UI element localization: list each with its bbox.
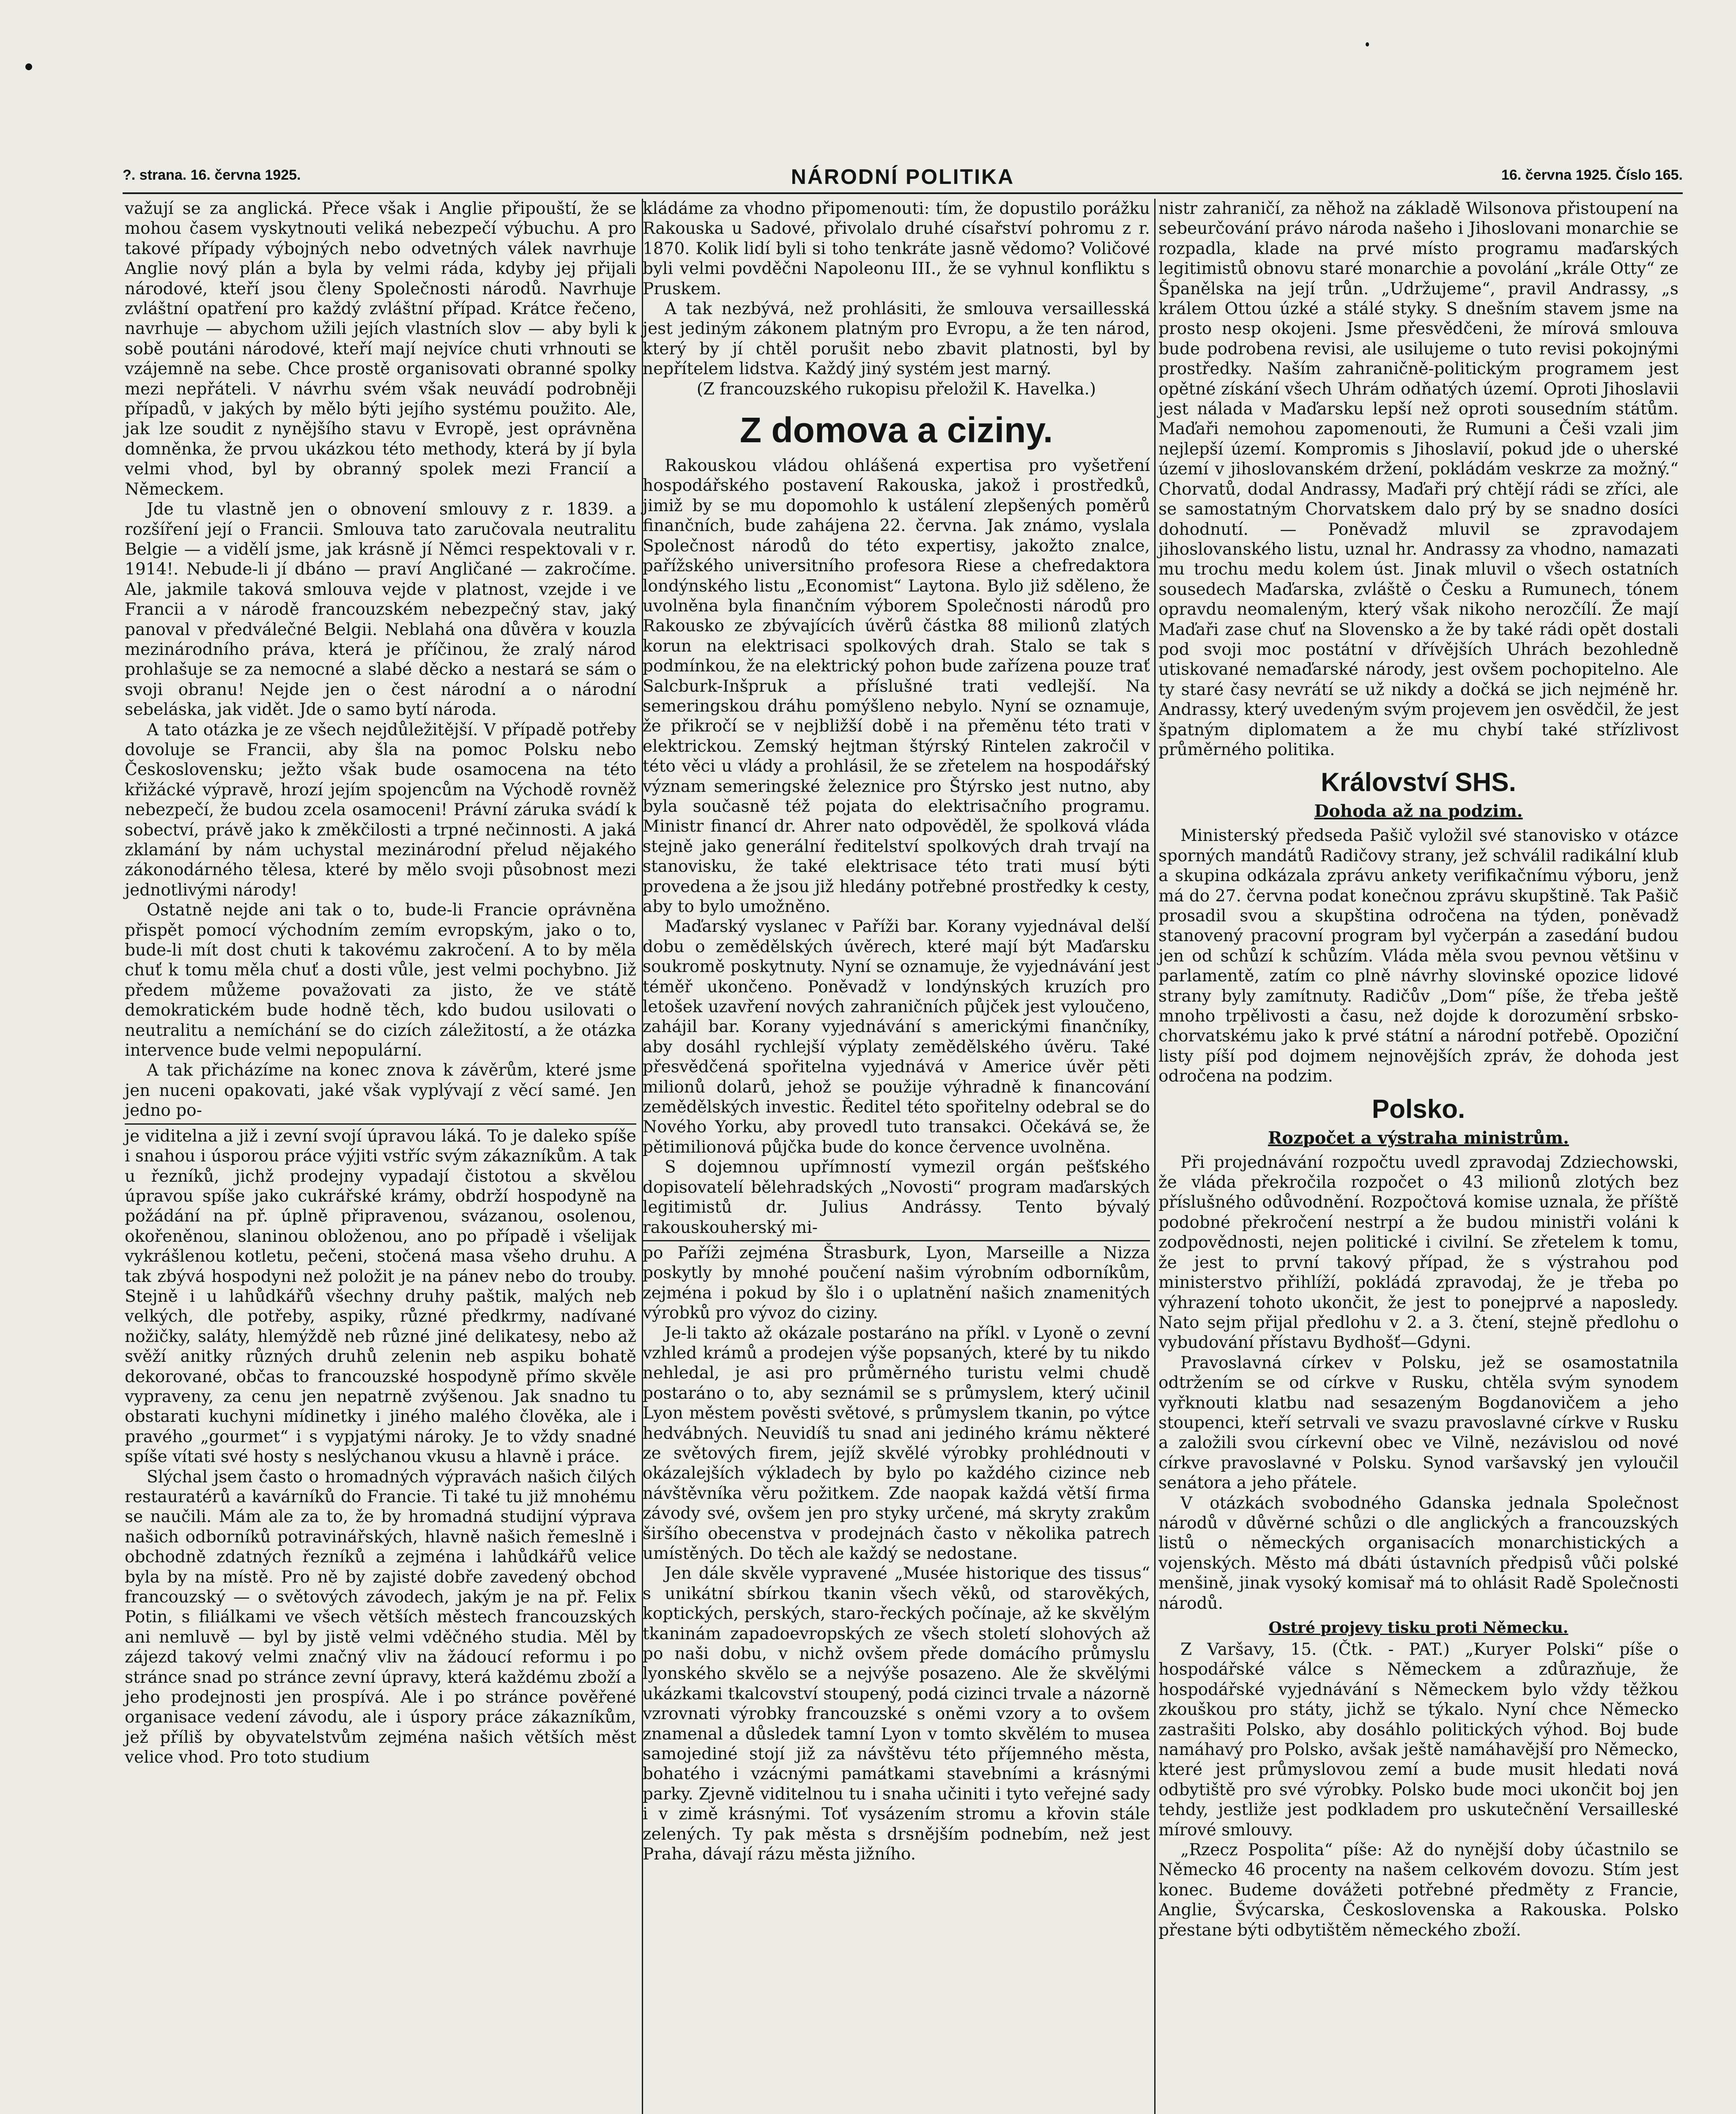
news-item: Pravoslavná církev v Polsku, jež se osamostatnila odtržením se od církve v Rusku, chtěla svým synodem vyřknouti klatbu nad sesazeným Bogdanovičem a jeho stoupenci, kteří setrvali ve svazu pravoslavné církve v Rusku a založili svou církevní obec ve Vilně, nezávislou od nové církve pravoslavné v Polsku. Synod varšavský jen vyloučil senátora a jeho přátele. <box>1158 1353 1678 1493</box>
subheading-rozpocet: Rozpočet a výstraha ministrům. <box>1268 1128 1569 1148</box>
article-paragraph: kládáme za vhodno připomenouti: tím, že dopustilo porážku Rakouska u Sadové, přivolalo druhé císařství pohromu z r. 1870. Kolik lidí byli si toho tenkráte jasně vědomo? Voličové byli velmi povděčni Napoleonu III., že se vyhnul konfliktu s Pruskem. <box>643 199 1150 298</box>
section-heading-polsko: Polsko. <box>1372 1094 1465 1124</box>
column-divider <box>1154 199 1156 2114</box>
article-paragraph: Jde tu vlastně jen o obnovení smlouvy z r. 1839. a rozšíření její o Francii. Smlouva tato zaručovala neutralitu Belgie — a vidělí jsme, jak krásně jí Němci respektovali v r. 1914!. Nebude-li jí dbáno — praví Angličané — zakročíme. Ale, jakmile taková smlouva vejde v platnost, vzejde i ve Francii a v národě francouzském nebezpečný stav, jaký panoval v předválečné Belgii. Neblahá ona důvěra v kouzla mezinárodního práva, která je příčinou, že zralý národ prohlašuje se za nemocné a slabé děcko a nestará se sám o svoji obranu! Nejde jen o čest národní a o národní sebeláska, jak vidět. Jde o samo bytí národa. <box>125 500 636 720</box>
translation-credit: (Z francouzského rukopisu přeložil K. Havelka.) <box>696 379 1096 399</box>
subheading-dohoda: Dohoda až na podzim. <box>1314 801 1523 822</box>
column-1 <box>125 199 636 1768</box>
news-item: Ministerský předseda Pašič vyložil své stanovisko v otázce sporných mandátů Radičovy strany, jež schválil radikální klub a skupina odkázala zprávu ankety verifikačnímu výboru, jenž má do 27. června podat konečnou zprávu skupštině. Tak Pašič prosadil svou a skupština odročena na týden, poněvadž stanovený pracovní program byl vyčerpán a zasedání budou jen od schůzí k schůzím. Vláda měla svou pevnou většinu v parlamentě, zatím co plně návrhy slovinské opozice lidové strany byly zamítnuty. Radičův „Dom“ píše, že třeba ještě mnoho trpělivosti a času, než dojde k dorozumění srbsko-chorvatskému jako k prvé státní a národní potřebě. Opoziční listy píší pod dojmem nejnovějších zpráv, že dohoda jest odročena na podzim. <box>1158 826 1678 1086</box>
section-heading-shs: Království SHS. <box>1321 768 1516 797</box>
ink-spot <box>25 63 32 70</box>
article-paragraph: Ostatně nejde ani tak o to, bude-li Francie oprávněna přispět pomocí východním zemím evropským, jako o to, bude-li mít dost chuti k takovému zakročení. A to by měla chuť k tomu měla chuť a dosti vůle, jest velmi pochybno. Již předem můžeme považovati za jisto, že ve státě demokratickém bude hodně těch, kdo budou usilovati o neutralitu a nemíchání se do cizích záležitostí, a že otázka intervence bude velmi nepopulární. <box>125 901 636 1060</box>
article-paragraph: A tato otázka je ze všech nejdůležitější. V případě potřeby dovoluje se Francii, aby šla na pomoc Polsku nebo Československu; ježto však bude osamocena na této křižácké výpravě, hrozí jejím spojencům na Východě rovněž nebezpečí, že budou zcela osamoceni! Právní záruka svádí k sobectví, právě jako k změkčilosti a trpné nečinnosti. A jaká zklamání by nám uchystal mezinárodní přelud nějakého zákonodárného tělesa, které by mělo svoji působnost mezi jednotlivými národy! <box>125 720 636 900</box>
news-item: S dojemnou upřímností vymezil orgán pešťského dopisovatelí bělehradských „Novosti“ program maďarských legitimistů dr. Julius Andrássy. Tento bývalý rakouskouherský mi- <box>643 1158 1150 1237</box>
page-header <box>123 167 1683 192</box>
page-number-date: ?. strana. 16. června 1925. <box>123 167 301 183</box>
section-rule <box>125 1123 636 1125</box>
subheading-ostre-projevy: Ostré projevy tisku proti Německu. <box>1268 1619 1569 1637</box>
ink-spot <box>1366 42 1369 47</box>
section-heading-domova: Z domova a ciziny. <box>739 410 1053 450</box>
news-item: Rakouskou vládou ohlášená expertisa pro vyšetření hospodářského postavení Rakouska, jakož i prostředků, jimiž by se mu dopomohlo k ustálení zlepšených poměrů finančních, bude zahájena 22. června. Jak známo, vyslala Společnost národů do této expertisy, jakožto znalce, pařížského universitního profesora Riese a chefredaktora londýnského listu „Economist“ Laytona. Bylo již sděleno, že uvolněna byla finančním výborem Společnosti národů pro Rakousko ze zbývajících úvěrů částka 88 milionů zlatých korun na elektrisaci spolkových drah. Stalo se tak s podmínkou, že na elektrický pohon bude zařízena pouze trať Salcburk-Inšpruk a příslušné trati vedlejší. Na semeringskou dráhu pomýšleno nebylo. Nyní se oznamuje, že přikročí se v nejbližší době i na přeměnu této trati v elektrickou. Zemský hejtman štýrský Rintelen zakročil v této věci u vlády a prohlásil, že se zřetelem na hospodářský význam semeringské železnice pro Štýrsko jest nutno, aby byla současně též pojata do elektrisačního programu. Ministr financí dr. Ahrer nato odpověděl, že spolková vláda stejně jako generální ředitelství spolkových drah trvají na stanovisku, že také elektrisace této trati musí býti provedena a že jsou již hledány potřebné prostředky k cesty, aby to bylo umožněno. <box>643 456 1150 916</box>
section-rule <box>643 1240 1150 1241</box>
article-paragraph: važují se za anglická. Přece však i Anglie připouští, že se mohou časem vyskytnouti veliká nebezpečí výbuchu. A pro takové případy výbojných nebo odvetných válek navrhuje Anglie nový plán a byla by velmi ráda, kdyby jej přijali národové, kteří jsou členy Společnosti národů. Navrhuje zvláštní opatření pro každý zvláštní případ. Krátce řečeno, navrhuje — abychom užili jejích vlastních slov — aby byli k sobě poutáni národové, kteří mají nejvíce chuti vrhnouti se vzájemně na sebe. Chce prostě organisovati obranné spolky mezi nepřáteli. V návrhu svém však neuvádí podrobněji případů, v jakých by mělo býti jejího systému použito. Ale, jak lze soudit z nynějšího stavu v Evropě, jest oprávněna domněnka, že prvou ukázkou této methody, která by jí byla velmi vhod, byl by obranný spolek mezi Francií a Německem. <box>125 199 636 499</box>
article-paragraph: A tak nezbývá, než prohlásiti, že smlouva versaillesská jest jediným zákonem platným pro Evropu, a že ten národ, který by jí chtěl porušit nebo zbavit platnosti, byl by nepřítelem lidstva. Každý jiný systém jest marný. <box>643 299 1150 379</box>
header-rule <box>123 192 1683 194</box>
article-paragraph: Je-li takto až okázale postaráno na příkl. v Lyoně o zevní vzhled krámů a prodejen výše popsaných, které by tu nikdo nehledal, je asi pro průměrného turistu velmi chudě postaráno o to, aby seznámil se s průmyslem, který učinil Lyon městem pověsti světové, s průmyslem tkanin, po výtce hedvábných. Neuvidíš tu snad ani jediného krámu některé ze světových firem, jejíž skvělé výrobky prohlédnouti v okázalejších výkladech by bylo po každého cizince neb návštěvníka věru požitkem. Zde naopak každá větší firma závody své, ovšem jen pro styky určené, má skryty zrakům širšího obecenstva v prodejnách často v několika patrech umístěných. Do těch ale každý se nedostane. <box>643 1323 1150 1563</box>
news-item: nistr zahraničí, za něhož na základě Wilsonova přistoupení na sebeurčování právo národa našeho i Jihoslovani monarchie se rozpadla, klade na prvé místo programu maďarských legitimistů obnovu staré monarchie a povolání „krále Otty“ ze Španělska na její trůn. „Udržujeme“, pravil Andrassy, „s králem Ottou úzké a stálé styky. S dnešním stavem jsme na prosto nesp okojeni. Jsme přesvědčeni, že mírová smlouva bude podrobena revisi, ale usilujeme o tuto revisi pokojnými prostředky. Naším zahraničně-politickým programem jest opětné získání všech Uhrám odňatých území. Oproti Jihoslavii jest nálada v Maďarsku lepší než oproti sousedním státům. Maďaři nemohou zapomenouti, že Rumuni a Češi vzali jim nejlepší území. Kompromis s Jihoslavií, pokud jde o uherské území v jihoslovanském držení, pokládám veskrze za možný.“ Chorvatů, dodal Andrassy, Maďaři prý chtějí rádi se zříci, ale se samostatným Chorvatskem dalo prý by se snadno dosíci dohodnutí. — Poněvadž mluvil se zpravodajem jihoslovanského listu, uznal hr. Andrassy za vhodno, namazati mu trochu medu kolem úst. Jinak mluvil o všech ostatních sousedech Maďarska, zvláště o Česku a Rumunech, tónem opravdu neomaleným, který však nikoho nerozčílí. Že mají Maďaři zase chuť na Slovensko a že by také rádi opět dostali pod svoji moc postátní v dřívějších Uhrách bezohledně utiskované nemaďarské národy, jest ovšem pochopitelno. Ale ty staré časy nevrátí se už nikdy a dočká se jich nejméně hr. Andrassy, který uvedeným svým projevem jen osvědčil, že jest špatným diplomatem a že mu chybí také střízlivost průměrného politika. <box>1158 199 1678 759</box>
column-2 <box>643 199 1150 1865</box>
news-item: Maďarský vyslanec v Paříži bar. Korany vyjednával delší dobu o zemědělských úvěrech, které mají být Maďarsku soukromě poskytnuty. Nyní se oznamuje, že vyjednávání jest téměř ukončeno. Poněvadž v londýnských kruzích pro letošek uzavření nových zahraničních půjček jest vyloučeno, zahájil bar. Korany vyjednávání s americkými finančníky, aby dosáhl rychlejší výplaty zemědělského úvěru. Také přesvědčená spořitelna vyjednává v Americe úvěr pěti milionů dolarů, jehož se použije výhradně k financování zemědělských investic. Ředitel této spořitelny odebral se do Nového Yorku, aby provedl tuto transakci. Očekává se, že pětimilionová půjčka bude do konce července uvolněna. <box>643 917 1150 1157</box>
article-paragraph: je viditelna a již i zevní svojí úpravou láká. To je daleko spíše i snahou i úsporou práce výjiti vstříc svým zákazníkům. A tak u řezníků, jichž prodejny vypadají čistotou a skvělou úpravou spíše jako cukrářské krámy, obdrží hospodyně na požádání na př. úplně připravenou, svázanou, osolenou, okořeněnou, slaninou obloženou, ano po případě i všelijak vykrášlenou kotletu, pečeni, stočená masa všeho druhu. A tak zbývá hospodyni než položit je na pánev nebo do trouby. Stejně i u lahůdkářů všechny druhy paštik, malých neb velkých, dle potřeby, aspiky, různé předkrmy, nadívané nožičky, saláty, hlemýždě neb různé jiné delikatesy, nebo až svěží anitky různých druhů zelenin neb aspiku bohatě dekorované, občas to francouzské hospodyně přímo skvěle vypraveny, za cenu jen nepatrně zvýšenou. Jak snadno tu obstarati kuchyni mídinetky i jiného malého člověka, ale i pravého „gourmet“ i s vypjatými nároky. Je to vždy snadné spíše vítati své hosty s neslýchanou vkusu a hlavně i práce. <box>125 1126 636 1467</box>
news-item: V otázkách svobodného Gdanska jednala Společnost národů v důvěrné schůzi o dle anglických a francouzských listů o německých organisacích monarchistických a vojenských. Město má dbáti ústavních předpisů vůči polské menšině, jinak vysoký komisař má to ohlásit Radě Společnosti národů. <box>1158 1493 1678 1613</box>
column-3 <box>1158 199 1678 1940</box>
article-paragraph: Jen dále skvěle vypravené „Musée historique des tissus“ s unikátní sbírkou tkanin všech věků, od starověkých, koptických, perských, staro-řeckých počínaje, až ke skvělým tkaninám zapadoevropských ze všech století slohových až po naši dobu, v nichž ovšem přede domácího průmyslu lyonského skvělo se a nejvýše posazeno. Ale že skvělými ukázkami tkalcovství stoupený, podá cizinci trvale a názorně vzrovnati výrobky francouzské s oněmi vzory a to ovšem znamenal a důsledek tamní Lyon v tomto skvělém to musea samojediné stojí již za návštěvu této příjemného města, bohatého i vzácnými památkami stavebními a krásnými parky. Zjevně viditelnou tu i snaha učiniti i tyto veřejné sady i v zimě krásnými. Toť vysázením stromu a křovin stále zelených. Ty pak města s drsnějším podnebím, než jest Praha, dávají rázu města jižního. <box>643 1564 1150 1864</box>
article-paragraph: Slýchal jsem často o hromadných výpravách našich čilých restauratérů a kavárníků do Francie. Ti také tu již mnohému se naučili. Mám ale za to, že by hromadná studijní výprava našich odborníků potravinářských, hlavně našich řemeslně i obchodně zdatných řezníků a zejména i lahůdkářů velice byla by na místě. Pro ně by zajisté dobře zavedený obchod francouzský — o světových závodech, jakým je na př. Felix Potin, s filiálkami ve všech větších městech francouzských ani nemluvě — byl by jistě velmi vděčného studia. Měl by zájezd takový velmi značný vliv na žádoucí reformu i po stránce snad po stránce zevní úpravy, která každému zboží a jeho prodejnosti jen prospívá. Ale i po stránce pověřené organisace vedení závodu, ale i úspory práce zákazníkům, jež příliš by obyvatelstvům zejména našich větších měst velice vhod. Pro toto studium <box>125 1467 636 1767</box>
news-item: Z Varšavy, 15. (Čtk. - PAT.) „Kuryer Polski“ píše o hospodářské válce s Německem a zdůrazňuje, že hospodářské vyjednávání s Německem bylo vždy těžkou zkouškou pro státy, jichž se týkalo. Nyní chce Německo zastrašiti Polsko, aby dosáhlo politických výhod. Boj bude namáhavý pro Polsko, avšak ještě namáhavější pro Německo, které jest průmyslovou zemí a bude musit hledati nová odbytiště pro své výrobky. Polsko bude moci ukončit boj jen tehdy, jestliže jest podkladem pro uskutečnění Versailleské mírové smlouvy. <box>1158 1640 1678 1840</box>
news-item: Při projednávání rozpočtu uvedl zpravodaj Zdziechowski, že vláda překročila rozpočet o 43 milionů zlotých bez příslušného odůvodnění. Rozpočtová komise uznala, že příště podobné překročení nestrpí a že budou ministři voláni k zodpovědnosti, nejen politické i civilní. Se zřetelem k tomu, že jest to první takový případ, že s výstrahou pod ministerstvo přihlíží, pokládá zpravodaj, že je třeba po výhrazení tohoto ukončit, že jest to ponejprvé a naposledy. Nato sejm přijal předlohu v 2. a 3. čtení, stejně předlohu o vybudování přístavu Bydhošť—Gdyni. <box>1158 1153 1678 1353</box>
newspaper-title: NÁRODNÍ POLITIKA <box>791 165 1015 189</box>
article-paragraph: A tak přicházíme na konec znova k závěrům, které jsme jen nuceni opakovati, jaké však vyplývají z věcí samé. Jen jedno po- <box>125 1061 636 1120</box>
article-paragraph: po Paříži zejména Štrasburk, Lyon, Marseille a Nizza poskytly by mnohé poučení našim výrobním odborníkům, zejména i pokud by šlo i o uplatnění našich znamenitých výrobků pro vývoz do ciziny. <box>643 1243 1150 1323</box>
news-item: „Rzecz Pospolita“ píše: Až do nynější doby účastnilo se Německo 46 procenty na našem celkovém dovozu. Stím jest konec. Budeme dovážeti potřebné předměty z Francie, Anglie, Švýcarska, Československa a Rakouska. Polsko přestane býti odbytištěm německého zboží. <box>1158 1840 1678 1940</box>
issue-date-number: 16. června 1925. Číslo 165. <box>1501 167 1683 183</box>
